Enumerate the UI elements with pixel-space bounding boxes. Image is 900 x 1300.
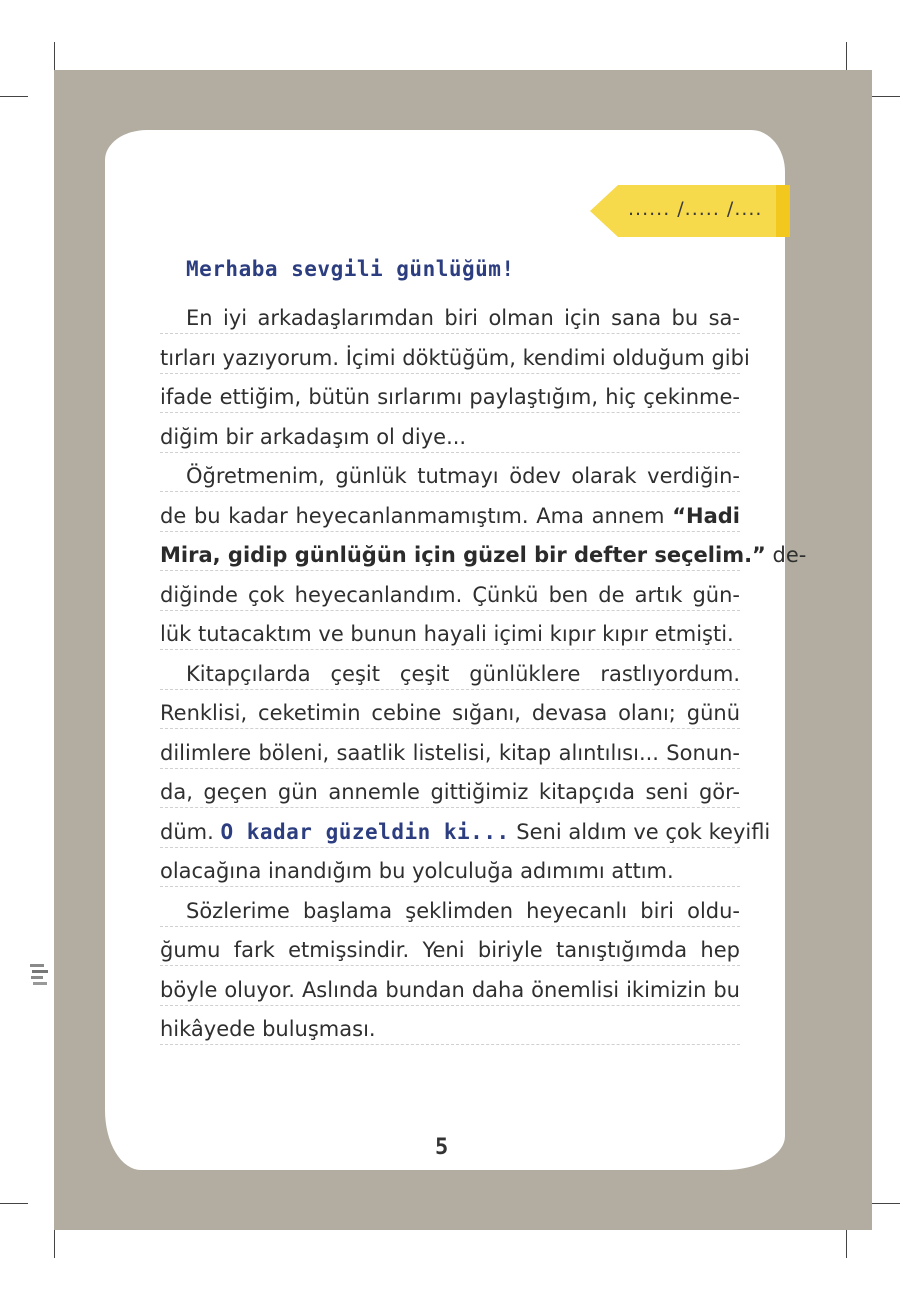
ruled-line <box>160 570 740 571</box>
text-line <box>160 463 740 489</box>
text-line <box>160 858 740 884</box>
text-span: ğumu fark etmişsindir. Yeni biriyle tanıştığımda hep <box>160 938 740 962</box>
ruled-line <box>160 412 740 413</box>
scan-smudge-icon <box>28 960 52 988</box>
text-span: hikâyede buluşması. <box>160 1017 376 1041</box>
text-line <box>160 898 740 924</box>
text-span: olacağına inandığım bu yolculuğa adımımı attım. <box>160 859 674 883</box>
text-line <box>160 503 740 529</box>
text-line <box>160 621 740 647</box>
text-span: diğinde çok heyecanlandım. Çünkü ben de artık gün- <box>160 582 740 607</box>
text-line <box>160 740 740 766</box>
ruled-line <box>160 728 740 729</box>
greeting-heading: Merhaba sevgili günlüğüm! <box>186 257 515 281</box>
text-line <box>160 779 740 805</box>
text-line <box>160 345 750 371</box>
ruled-line <box>160 610 740 611</box>
ruled-line <box>160 768 740 769</box>
text-line <box>160 542 807 568</box>
text-span: de- <box>765 543 807 567</box>
crop-mark <box>872 96 900 97</box>
notebook-page <box>105 130 785 1170</box>
crop-mark <box>846 1230 847 1258</box>
text-span: Seni aldım ve çok keyifli <box>509 819 771 844</box>
ruled-line <box>160 689 740 690</box>
emphasis-text: O kadar güzeldin ki... <box>220 819 510 844</box>
text-line <box>160 305 740 331</box>
ruled-line <box>160 926 740 927</box>
ruled-line <box>160 452 740 453</box>
text-line <box>160 424 740 450</box>
text-line <box>160 661 740 687</box>
ruled-line <box>160 491 740 492</box>
text-line <box>160 1016 740 1042</box>
text-line <box>160 977 740 1003</box>
crop-mark <box>872 1203 900 1204</box>
text-span: düm. <box>160 819 221 844</box>
ruled-line <box>160 886 740 887</box>
text-span: En iyi arkadaşlarımdan biri olman için sana bu sa- <box>186 306 740 330</box>
quote-text: “Hadi <box>672 503 740 528</box>
page-number: 5 <box>435 1135 449 1160</box>
text-span: lük tutacaktım ve bunun hayali içimi kıpır kıpır etmişti. <box>160 622 734 646</box>
text-span: de bu kadar heyecanlanmamıştım. Ama annem <box>160 503 673 528</box>
ruled-line <box>160 333 740 334</box>
crop-mark <box>54 1230 55 1258</box>
text-span: Sözlerime başlama şeklimden heyecanlı biri oldu- <box>186 898 740 923</box>
text-span: tırları yazıyorum. İçimi döktüğüm, kendimi olduğum gibi <box>160 345 750 370</box>
text-line <box>160 937 740 963</box>
text-span: böyle oluyor. Aslında bundan daha önemlisi ikimizin bu <box>160 977 740 1002</box>
date-placeholder[interactable]: ...... /..... /.... <box>628 198 763 220</box>
crop-mark <box>0 96 28 97</box>
text-line <box>160 384 740 410</box>
crop-mark <box>846 42 847 70</box>
ruled-line <box>160 531 740 532</box>
ruled-line <box>160 1005 740 1006</box>
text-span: dilimlere böleni, saatlik listelisi, kitap alıntılısı... Sonun- <box>160 740 740 765</box>
text-line <box>160 700 740 726</box>
crop-mark <box>0 1203 28 1204</box>
text-line <box>160 582 740 608</box>
ruled-line <box>160 847 740 848</box>
text-line <box>160 819 771 845</box>
crop-mark <box>54 42 55 70</box>
quote-text: Mira, gidip günlüğün için güzel bir defter seçelim.” <box>160 543 766 567</box>
text-span: Renklisi, ceketimin cebine sığanı, devasa olanı; günü <box>160 701 740 725</box>
text-span: Öğretmenim, günlük tutmayı ödev olarak verdiğin- <box>186 464 740 488</box>
text-span: diğim bir arkadaşım ol diye... <box>160 424 467 449</box>
text-span: da, geçen gün annemle gittiğimiz kitapçıda seni gör- <box>160 780 740 804</box>
ruled-line <box>160 373 740 374</box>
ruled-line <box>160 807 740 808</box>
text-span: Kitapçılarda çeşit çeşit günlüklere rastlıyordum. <box>186 661 740 686</box>
ruled-line <box>160 649 740 650</box>
text-span: ifade ettiğim, bütün sırlarımı paylaştığım, hiç çekinme- <box>160 385 740 409</box>
ruled-line <box>160 965 740 966</box>
ruled-line <box>160 1044 740 1045</box>
